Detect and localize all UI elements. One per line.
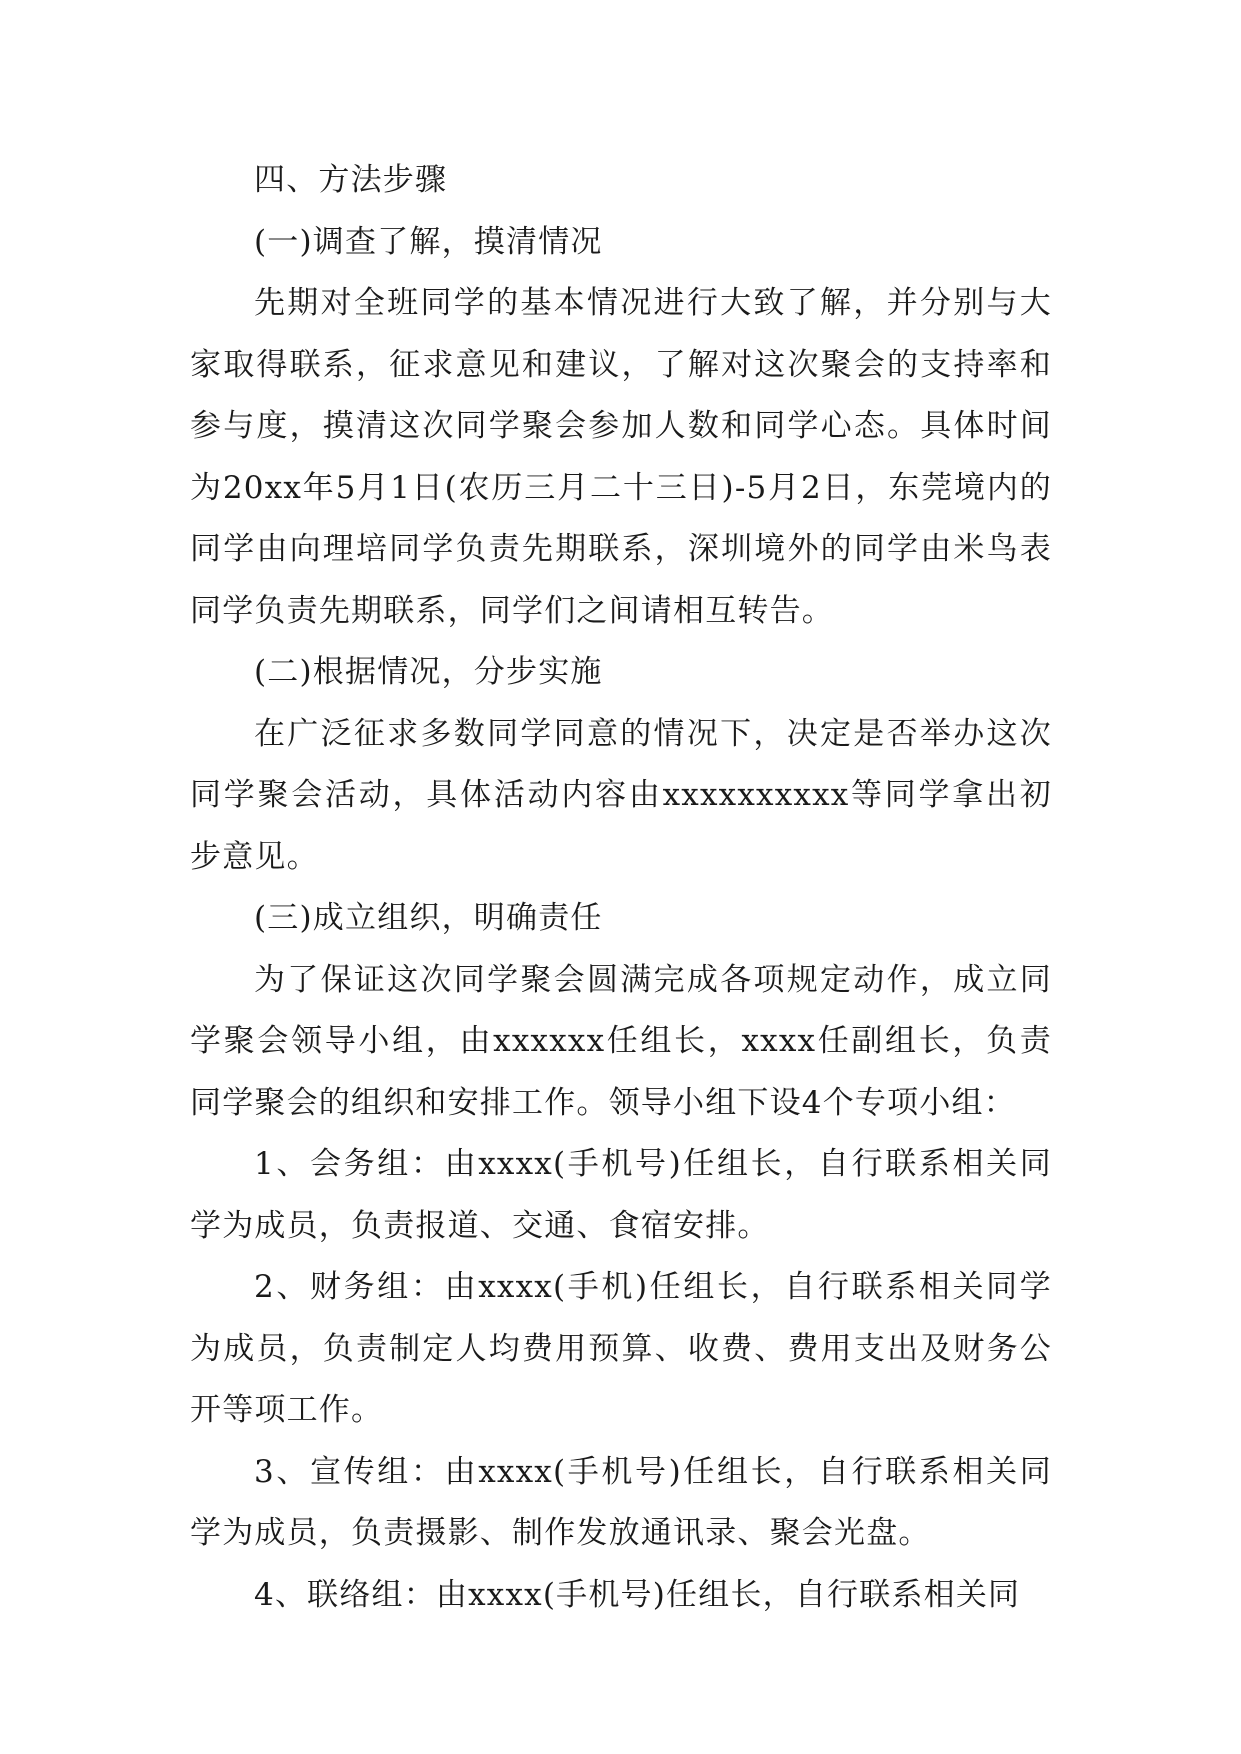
document-body [190, 150, 1052, 1626]
list-item: 3、宣传组：由xxxx(手机号)任组长，自行联系相关同学为成员，负责摄影、制作发放通讯录、聚会光盘。 [190, 1453, 1052, 1551]
subsection-heading: (一)调查了解，摸清情况 [254, 223, 603, 260]
subsection-heading: (三)成立组织，明确责任 [254, 900, 603, 936]
paragraph: 为了保证这次同学聚会圆满完成各项规定动作，成立同学聚会领导小组，由xxxxxx任组长，xxxx任副组长，负责同学聚会的组织和安排工作。领导小组下设4个专项小组： [190, 961, 1052, 1121]
paragraph: 先期对全班同学的基本情况进行大致了解，并分别与大家取得联系，征求意见和建议，了解对这次聚会的支持率和参与度，摸清这次同学聚会参加人数和同学心态。具体时间为20xx年5月1日(农历三月二十三日)-5月2日，东莞境内的同学由向理培同学负责先期联系，深圳境外的同学由米鸟表同学负责先期联系，同学们之间请相互转告。 [190, 285, 1052, 629]
list-item: 2、财务组：由xxxx(手机)任组长，自行联系相关同学为成员，负责制定人均费用预算、收费、费用支出及财务公开等项工作。 [190, 1269, 1052, 1428]
subsection-heading: (二)根据情况，分步实施 [254, 654, 603, 690]
section-heading: 四、方法步骤 [254, 162, 448, 198]
list-item: 1、会务组：由xxxx(手机号)任组长，自行联系相关同学为成员，负责报道、交通、食宿安排。 [190, 1146, 1052, 1244]
list-item: 4、联络组：由xxxx(手机号)任组长，自行联系相关同 [254, 1576, 1021, 1613]
paragraph: 在广泛征求多数同学同意的情况下，决定是否举办这次同学聚会活动，具体活动内容由xxxxxxxxxx等同学拿出初步意见。 [190, 715, 1052, 875]
